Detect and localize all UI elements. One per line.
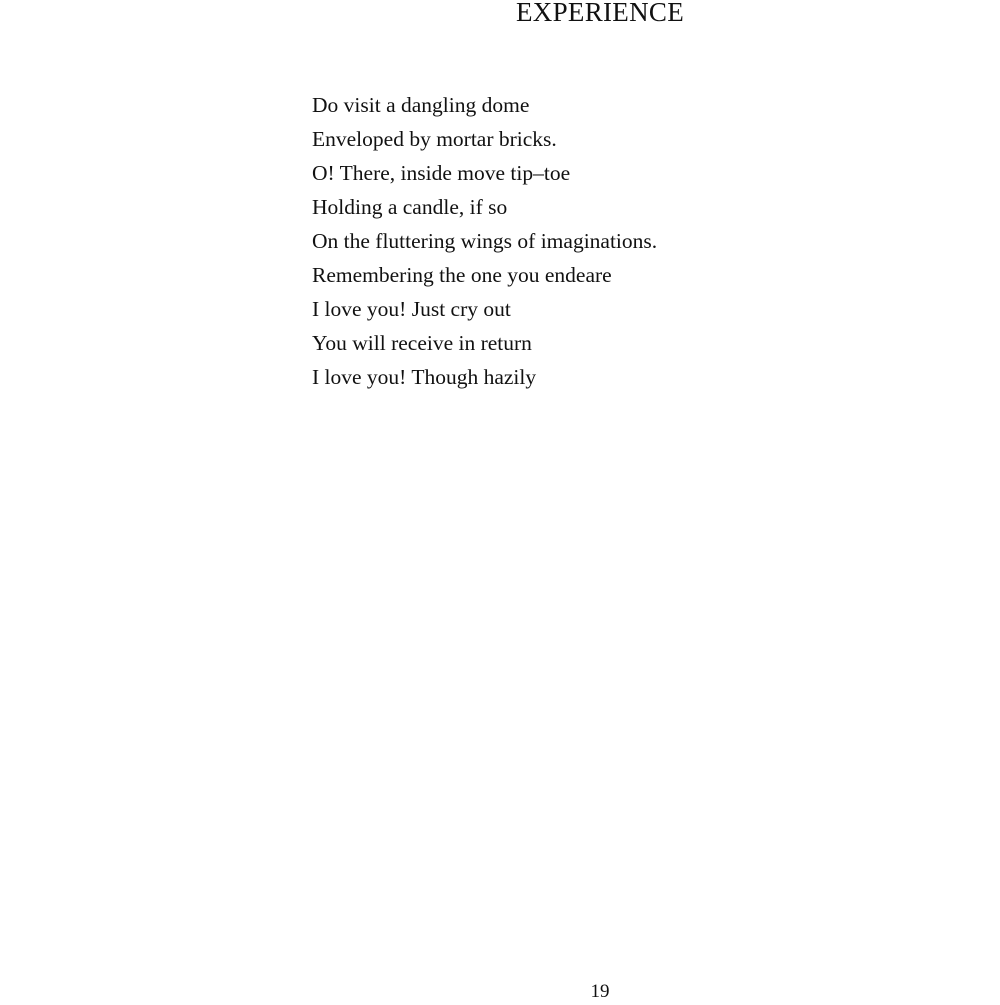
poem-line: Enveloped by mortar bricks. (312, 127, 557, 151)
poem-title: EXPERIENCE (516, 0, 684, 27)
page-number: 19 (590, 981, 610, 1002)
poem-line: On the fluttering wings of imaginations. (312, 229, 658, 253)
poem-line: O! There, inside move tip–toe (312, 161, 571, 185)
poem-line: I love you! Though hazily (312, 365, 537, 389)
poem-line: Holding a candle, if so (312, 195, 508, 219)
poem-line: Remembering the one you endeare (312, 263, 612, 287)
poem-line: You will receive in return (312, 331, 532, 355)
poem-line: I love you! Just cry out (312, 297, 511, 321)
poem-line: Do visit a dangling dome (312, 93, 530, 117)
poem-body (312, 88, 657, 394)
